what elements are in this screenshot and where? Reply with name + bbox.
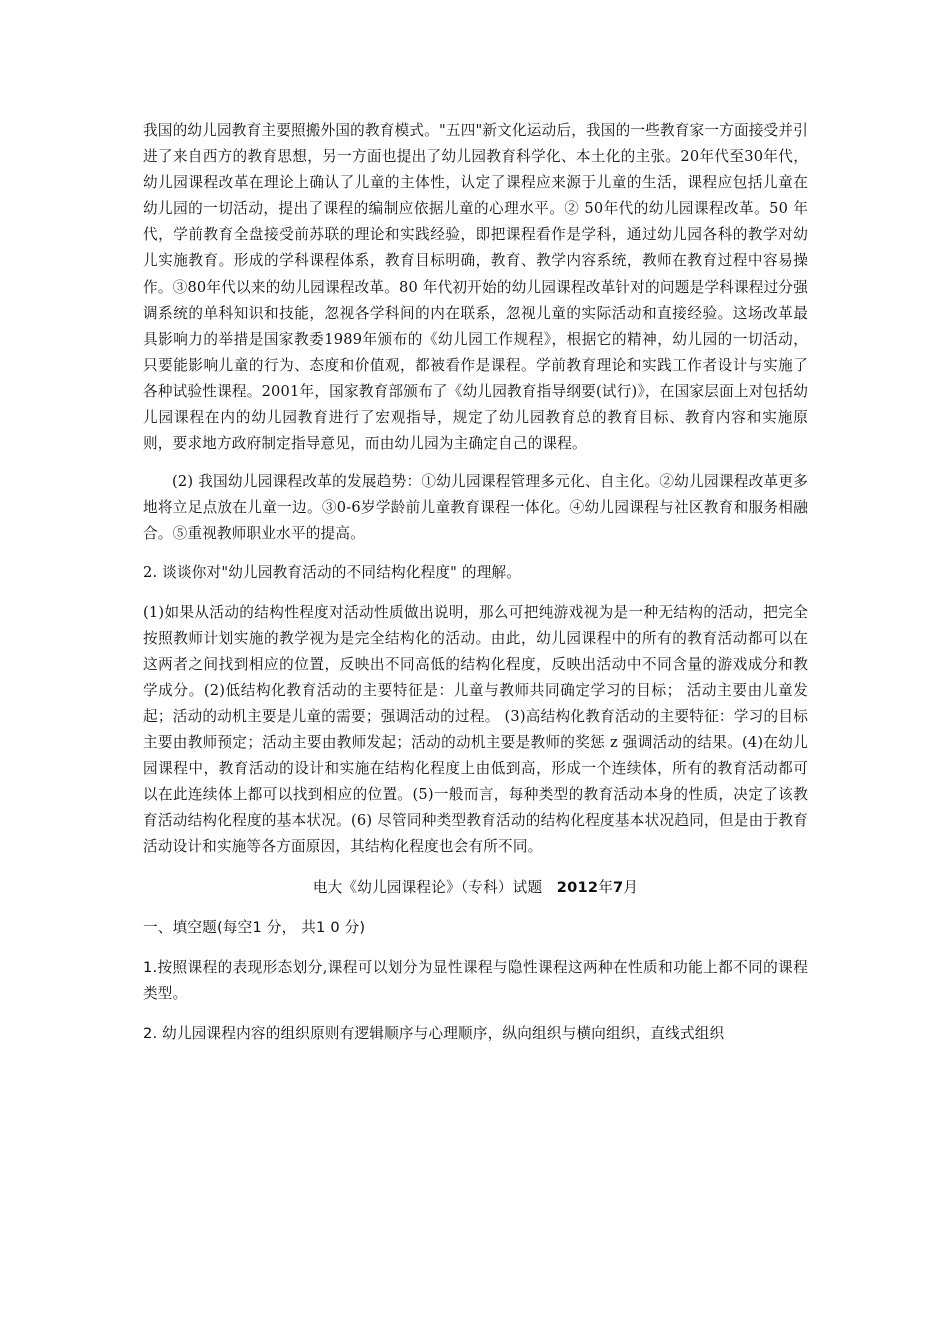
fill-item-1 <box>143 955 808 1007</box>
exam-title-month-suffix: 月 <box>623 878 639 896</box>
fill-item-2-text: 幼儿园课程内容的组织原则有逻辑顺序与心理顺序，纵向组织与横向组织，直线式组织 <box>157 1024 725 1042</box>
fill-item-1-text: 按照课程的表现形态划分,课程可以划分为显性课程与隐性课程这两种在性质和功能上都不同的课程类型。 <box>143 958 808 1002</box>
section-1-heading: 一、填空题(每空1 分， 共1 0 分) <box>143 918 366 936</box>
exam-title-year: 2012 <box>556 878 599 896</box>
exam-title-month: 7 <box>613 878 624 896</box>
exam-title <box>143 875 808 901</box>
question-2-heading: 2. 谈谈你对"幼儿园教育活动的不同结构化程度" 的理解。 <box>143 563 522 581</box>
exam-title-prefix: 电大《幼儿园课程论》（专科）试题 <box>312 878 543 896</box>
paragraph-structured-activities: (1)如果从活动的结构性程度对活动性质做出说明，那么可把纯游戏视为是一种无结构的活动，把完全按照教师计划实施的教学视为是完全结构化的活动。由此，幼儿园课程中的所有的教育活动都可以在这两者之间找到相应的位置，反映出不同高低的结构化程度，反映出活动中不同含量的游戏成分和教学成分。(2)低结构化教育活动的主要特征是：儿童与教师共同确定学习的目标； 活动主要由儿童发起；活动的动机主要是儿童的需要；强调活动的过程。 (3)高结构化教育活动的主要特征：学习的目标主要由教师预定；活动主要由教师发起；活动的动机主要是教师的奖惩 z 强调活动的结果。(4)在幼儿园课程中，教育活动的设计和实施在结构化程度上由低到高，形成一个连续体，所有的教育活动都可以在此连续体上都可以找到相应的位置。(5)一般而言，每种类型的教育活动本身的性质，决定了该教育活动结构化程度的基本状况。(6) 尽管同种类型教育活动的结构化程度基本状况趋同，但是由于教育活动设计和实施等各方面原因，其结构化程度也会有所不同。 <box>143 603 808 856</box>
paragraph-reform-trends: (2) 我国幼儿园课程改革的发展趋势：①幼儿园课程管理多元化、自主化。②幼儿园课程改革更多地将立足点放在儿童一边。③0-6岁学龄前儿童教育课程一体化。④幼儿园课程与社区教育和服务相融合。⑤重视教师职业水平的提高。 <box>143 473 808 543</box>
exam-title-year-suffix: 年 <box>598 878 613 896</box>
fill-item-2-number: 2. <box>143 1024 158 1042</box>
document-page <box>143 118 808 1047</box>
fill-item-2 <box>143 1021 808 1047</box>
paragraph-history-reform: 我国的幼儿园教育主要照搬外国的教育模式。"五四"新文化运动后，我国的一些教育家一方面接受并引进了来自西方的教育思想，另一方面也提出了幼儿园教育科学化、本土化的主张。20年代至30年代，幼儿园课程改革在理论上确认了儿童的主体性，认定了课程应来源于儿童的生活，课程应包括儿童在幼儿园的一切活动，提出了课程的编制应依据儿童的心理水平。② 50年代的幼儿园课程改革。50 年代，学前教育全盘接受前苏联的理论和实践经验，即把课程看作是学科，通过幼儿园各科的教学对幼儿实施教育。形成的学科课程体系，教育目标明确，教育、教学内容系统，教师在教育过程中容易操作。③80年代以来的幼儿园课程改革。80 年代初开始的幼儿园课程改革针对的问题是学科课程过分强调系统的单科知识和技能，忽视各学科间的内在联系，忽视儿童的实际活动和直接经验。这场改革最具影响力的举措是国家教委1989年颁布的《幼儿园工作规程》，根据它的精神，幼儿园的一切活动，只要能影响儿童的行为、态度和价值观，都被看作是课程。学前教育理论和实践工作者设计与实施了各种试验性课程。2001年，国家教育部颁布了《幼儿园教育指导纲要(试行)》，在国家层面上对包括幼儿园课程在内的幼儿园教育进行了宏观指导，规定了幼儿园教育总的教育目标、教育内容和实施原则，要求地方政府制定指导意见，而由幼儿园为主确定自己的课程。 <box>143 122 808 453</box>
fill-item-1-number: 1. <box>143 958 158 976</box>
